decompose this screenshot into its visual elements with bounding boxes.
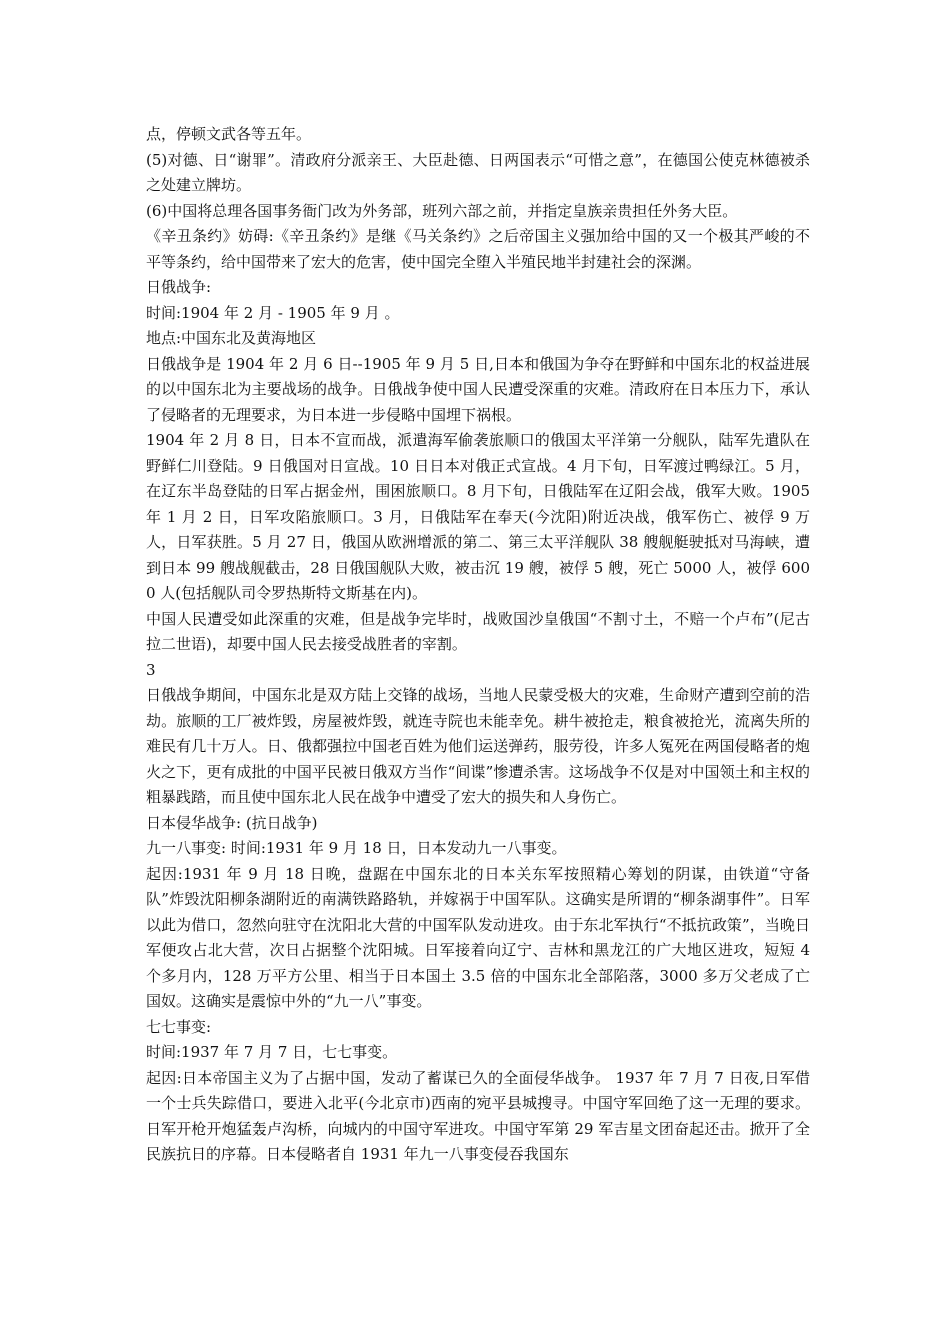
paragraph: 九一八事变: 时间:1931 年 9 月 18 日，日本发动九一八事变。 [146, 839, 567, 857]
page-number: 3 [146, 660, 156, 679]
paragraph: 时间:1904 年 2 月 - 1905 年 9 月 。 [146, 303, 400, 322]
paragraph: 起因:1931 年 9 月 18 日晚，盘踞在中国东北的日本关东军按照精心筹划的阴谋，由铁道“守备队”炸毁沈阳柳条湖附近的南满铁路路轨，并嫁祸于中国军队。这确实是所谓的“柳条湖事件”。日军以此为借口，忽然向驻守在沈阳北大营的中国军队发动进攻。由于东北军执行“不抵抗政策”，当晚日军便攻占北大营，次日占据整个沈阳城。日军接着向辽宁、吉林和黑龙江的广大地区进攻，短短 4 个多月内，128 万平方公里、相当于日本国土 3.5 倍的中国东北全部陷落，3000 多万父老成了亡国奴。这确实是震惊中外的“九一八”事变。 [146, 864, 810, 1010]
paragraph: 日俄战争期间，中国东北是双方陆上交锋的战场，当地人民蒙受极大的灾难，生命财产遭到空前的浩劫。旅顺的工厂被炸毁，房屋被炸毁，就连寺院也未能幸免。耕牛被抢走，粮食被抢光，流离失所的难民有几十万人。日、俄都强拉中国老百姓为他们运送弹药，服劳役，许多人冤死在两国侵略者的炮火之下，更有成批的中国平民被日俄双方当作“间谍”惨遭杀害。这场战争不仅是对中国领土和主权的粗暴践踏，而且使中国东北人民在战争中遭受了宏大的损失和人身伤亡。 [146, 686, 810, 806]
paragraph: (5)对德、日“谢罪”。清政府分派亲王、大臣赴德、日两国表示“可惜之意”，在德国公使克林德被杀之处建立牌坊。 [146, 150, 810, 194]
paragraph: 1904 年 2 月 8 日，日本不宣而战，派遣海军偷袭旅顺口的俄国太平洋第一分舰队，陆军先遣队在野鲜仁川登陆。9 日俄国对日宣战。10 日日本对俄正式宣战。4 月下旬，日军渡过鸭绿江。5 月，在辽东半岛登陆的日军占据金州，围困旅顺口。8 月下旬，日俄陆军在辽阳会战，俄军大败。1905 年 1 月 2 日，日军攻陷旅顺口。3 月，日俄陆军在奉天(今沈阳)附近决战，俄军伤亡、被俘 9 万人，日军获胜。5 月 27 日，俄国从欧洲增派的第二、第三太平洋舰队 38 艘舰艇驶抵对马海峡，遭到日本 99 艘战舰截击，28 日俄国舰队大败，被击沉 19 艘，被俘 5 艘，死亡 5000 人，被俘 6000 人(包括舰队司令罗热斯特文斯基在内)。 [146, 431, 810, 602]
paragraph: 起因:日本帝国主义为了占据中国，发动了蓄谋已久的全面侵华战争。 1937 年 7 月 7 日夜,日军借一个士兵失踪借口，要进入北平(今北京市)西南的宛平县城搜寻。中国守军回绝了这一无理的要求。日军开枪开炮猛轰卢沟桥，向城内的中国守军进攻。中国守军第 29 军吉星文团奋起还击。掀开了全民族抗日的序幕。日本侵略者自 1931 年九一八事变侵吞我国东 [146, 1068, 810, 1163]
paragraph: 地点:中国东北及黄海地区 [146, 329, 317, 347]
paragraph: 日俄战争是 1904 年 2 月 6 日--1905 年 9 月 5 日,日本和俄国为争夺在野鲜和中国东北的权益进展的以中国东北为主要战场的战争。日俄战争使中国人民遭受深重的灾难。清政府在日本压力下，承认了侵略者的无理要求，为日本进一步侵略中国埋下祸根。 [146, 354, 810, 424]
document-body [146, 122, 810, 1168]
paragraph: 点，停顿文武各等五年。 [146, 125, 312, 143]
paragraph: 中国人民遭受如此深重的灾难，但是战争完毕时，战败国沙皇俄国“不割寸土，不赔一个卢布”(尼古拉二世语)，却要中国人民去接受战胜者的宰割。 [146, 609, 810, 653]
section-heading: 日俄战争: [146, 278, 212, 296]
paragraph: 《辛丑条约》妨碍:《辛丑条约》是继《马关条约》之后帝国主义强加给中国的又一个极其严峻的不平等条约，给中国带来了宏大的危害，使中国完全堕入半殖民地半封建社会的深渊。 [146, 227, 810, 271]
paragraph: 时间:1937 年 7 月 7 日，七七事变。 [146, 1043, 398, 1061]
paragraph: (6)中国将总理各国事务衙门改为外务部，班列六部之前，并指定皇族亲贵担任外务大臣。 [146, 201, 738, 220]
section-heading: 七七事变: [146, 1017, 212, 1036]
section-heading: 日本侵华战争: (抗日战争) [146, 813, 318, 832]
